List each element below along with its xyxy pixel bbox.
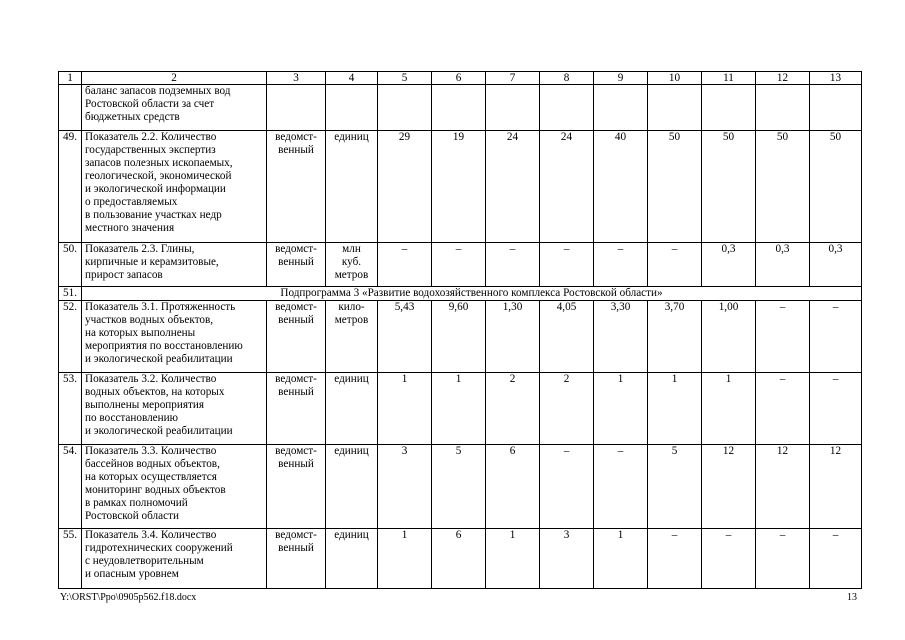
unit: кило- метров: [326, 301, 378, 373]
table-row: [59, 529, 862, 589]
unit: единиц: [326, 373, 378, 445]
value-cell: –: [810, 373, 862, 445]
value-cell: 24: [486, 131, 540, 243]
indicator-name: баланс запасов подземных вод Ростовской области за счет бюджетных средств: [82, 85, 267, 131]
value-cell: 2: [486, 373, 540, 445]
value-cell: [810, 85, 862, 131]
table-row: [59, 287, 862, 301]
indicator-name: Показатель 3.2. Количество водных объектов, на которых выполнены мероприятия по восстановлению и экологической реабилитации: [82, 373, 267, 445]
value-cell: –: [756, 301, 810, 373]
value-cell: 2: [540, 373, 594, 445]
header-cell: 13: [810, 72, 862, 85]
value-cell: 9,60: [432, 301, 486, 373]
value-cell: 24: [540, 131, 594, 243]
value-cell: 1: [594, 373, 648, 445]
data-source: ведомст- венный: [267, 131, 326, 243]
value-cell: 50: [702, 131, 756, 243]
indicator-name: Показатель 2.3. Глины, кирпичные и керамзитовые, прирост запасов: [82, 243, 267, 287]
value-cell: [486, 85, 540, 131]
value-cell: –: [702, 529, 756, 589]
value-cell: –: [540, 243, 594, 287]
value-cell: 50: [810, 131, 862, 243]
header-cell: 9: [594, 72, 648, 85]
table-row: [59, 131, 862, 243]
data-source: [267, 85, 326, 131]
header-cell: 6: [432, 72, 486, 85]
header-cell: 2: [82, 72, 267, 85]
value-cell: 0,3: [810, 243, 862, 287]
value-cell: [594, 85, 648, 131]
value-cell: 5: [648, 445, 702, 529]
value-cell: 1,00: [702, 301, 756, 373]
header-cell: 3: [267, 72, 326, 85]
value-cell: 19: [432, 131, 486, 243]
value-cell: 50: [648, 131, 702, 243]
indicator-name: Показатель 3.1. Протяженность участков водных объектов, на которых выполнены мероприятия по восстановлению и экологической реабилитации: [82, 301, 267, 373]
header-row: [59, 72, 862, 85]
value-cell: –: [540, 445, 594, 529]
value-cell: 3: [378, 445, 432, 529]
value-cell: 5: [432, 445, 486, 529]
page-number: 13: [847, 592, 857, 603]
value-cell: 3: [540, 529, 594, 589]
header-cell: 5: [378, 72, 432, 85]
value-cell: 1: [702, 373, 756, 445]
value-cell: 5,43: [378, 301, 432, 373]
header-cell: 4: [326, 72, 378, 85]
unit: единиц: [326, 131, 378, 243]
header-cell: 10: [648, 72, 702, 85]
value-cell: –: [810, 529, 862, 589]
value-cell: –: [486, 243, 540, 287]
indicator-name: Показатель 2.2. Количество государственных экспертиз запасов полезных ископаемых, геологической, экономической и экологической информации о предоставляемых в пользование участках недр местного значения: [82, 131, 267, 243]
value-cell: –: [810, 301, 862, 373]
header-cell: 8: [540, 72, 594, 85]
data-source: ведомст- венный: [267, 301, 326, 373]
value-cell: 1: [432, 373, 486, 445]
unit: [326, 85, 378, 131]
value-cell: 1,30: [486, 301, 540, 373]
value-cell: [540, 85, 594, 131]
value-cell: –: [432, 243, 486, 287]
value-cell: 4,05: [540, 301, 594, 373]
value-cell: [648, 85, 702, 131]
table-row: [59, 373, 862, 445]
row-number: 55.: [59, 529, 82, 589]
unit: млн куб. метров: [326, 243, 378, 287]
value-cell: –: [756, 529, 810, 589]
row-number: 54.: [59, 445, 82, 529]
row-number: 50.: [59, 243, 82, 287]
value-cell: 0,3: [702, 243, 756, 287]
row-number: 53.: [59, 373, 82, 445]
unit: единиц: [326, 529, 378, 589]
table-row: [59, 445, 862, 529]
data-source: ведомст- венный: [267, 373, 326, 445]
value-cell: [432, 85, 486, 131]
table-row: [59, 301, 862, 373]
data-source: ведомст- венный: [267, 445, 326, 529]
value-cell: 1: [594, 529, 648, 589]
value-cell: –: [594, 243, 648, 287]
indicators-table: [58, 71, 862, 589]
value-cell: –: [594, 445, 648, 529]
data-source: ведомст- венный: [267, 529, 326, 589]
value-cell: –: [378, 243, 432, 287]
value-cell: 12: [810, 445, 862, 529]
value-cell: 3,70: [648, 301, 702, 373]
value-cell: 1: [378, 529, 432, 589]
row-number: 51.: [59, 287, 82, 301]
table-row: [59, 243, 862, 287]
value-cell: 50: [756, 131, 810, 243]
row-number: 52.: [59, 301, 82, 373]
value-cell: 29: [378, 131, 432, 243]
value-cell: 3,30: [594, 301, 648, 373]
value-cell: 40: [594, 131, 648, 243]
value-cell: 12: [702, 445, 756, 529]
value-cell: [756, 85, 810, 131]
indicator-name: Показатель 3.3. Количество бассейнов водных объектов, на которых осуществляется мониторинг водных объектов в рамках полномочий Ростовской области: [82, 445, 267, 529]
table-row: [59, 85, 862, 131]
value-cell: 0,3: [756, 243, 810, 287]
value-cell: 6: [486, 445, 540, 529]
unit: единиц: [326, 445, 378, 529]
file-path: Y:\ORST\Ppo\0905p562.f18.docx: [60, 592, 197, 603]
value-cell: 1: [378, 373, 432, 445]
value-cell: 1: [486, 529, 540, 589]
header-cell: 1: [59, 72, 82, 85]
value-cell: [702, 85, 756, 131]
value-cell: –: [648, 243, 702, 287]
header-cell: 7: [486, 72, 540, 85]
value-cell: –: [648, 529, 702, 589]
subprogram-title: Подпрограмма 3 «Развитие водохозяйственного комплекса Ростовской области»: [82, 287, 862, 301]
value-cell: 12: [756, 445, 810, 529]
row-number: 49.: [59, 131, 82, 243]
value-cell: [378, 85, 432, 131]
data-source: ведомст- венный: [267, 243, 326, 287]
value-cell: –: [756, 373, 810, 445]
row-number: [59, 85, 82, 131]
indicator-name: Показатель 3.4. Количество гидротехнических сооружений с неудовлетворительным и опасным уровнем: [82, 529, 267, 589]
value-cell: 1: [648, 373, 702, 445]
header-cell: 12: [756, 72, 810, 85]
header-cell: 11: [702, 72, 756, 85]
value-cell: 6: [432, 529, 486, 589]
